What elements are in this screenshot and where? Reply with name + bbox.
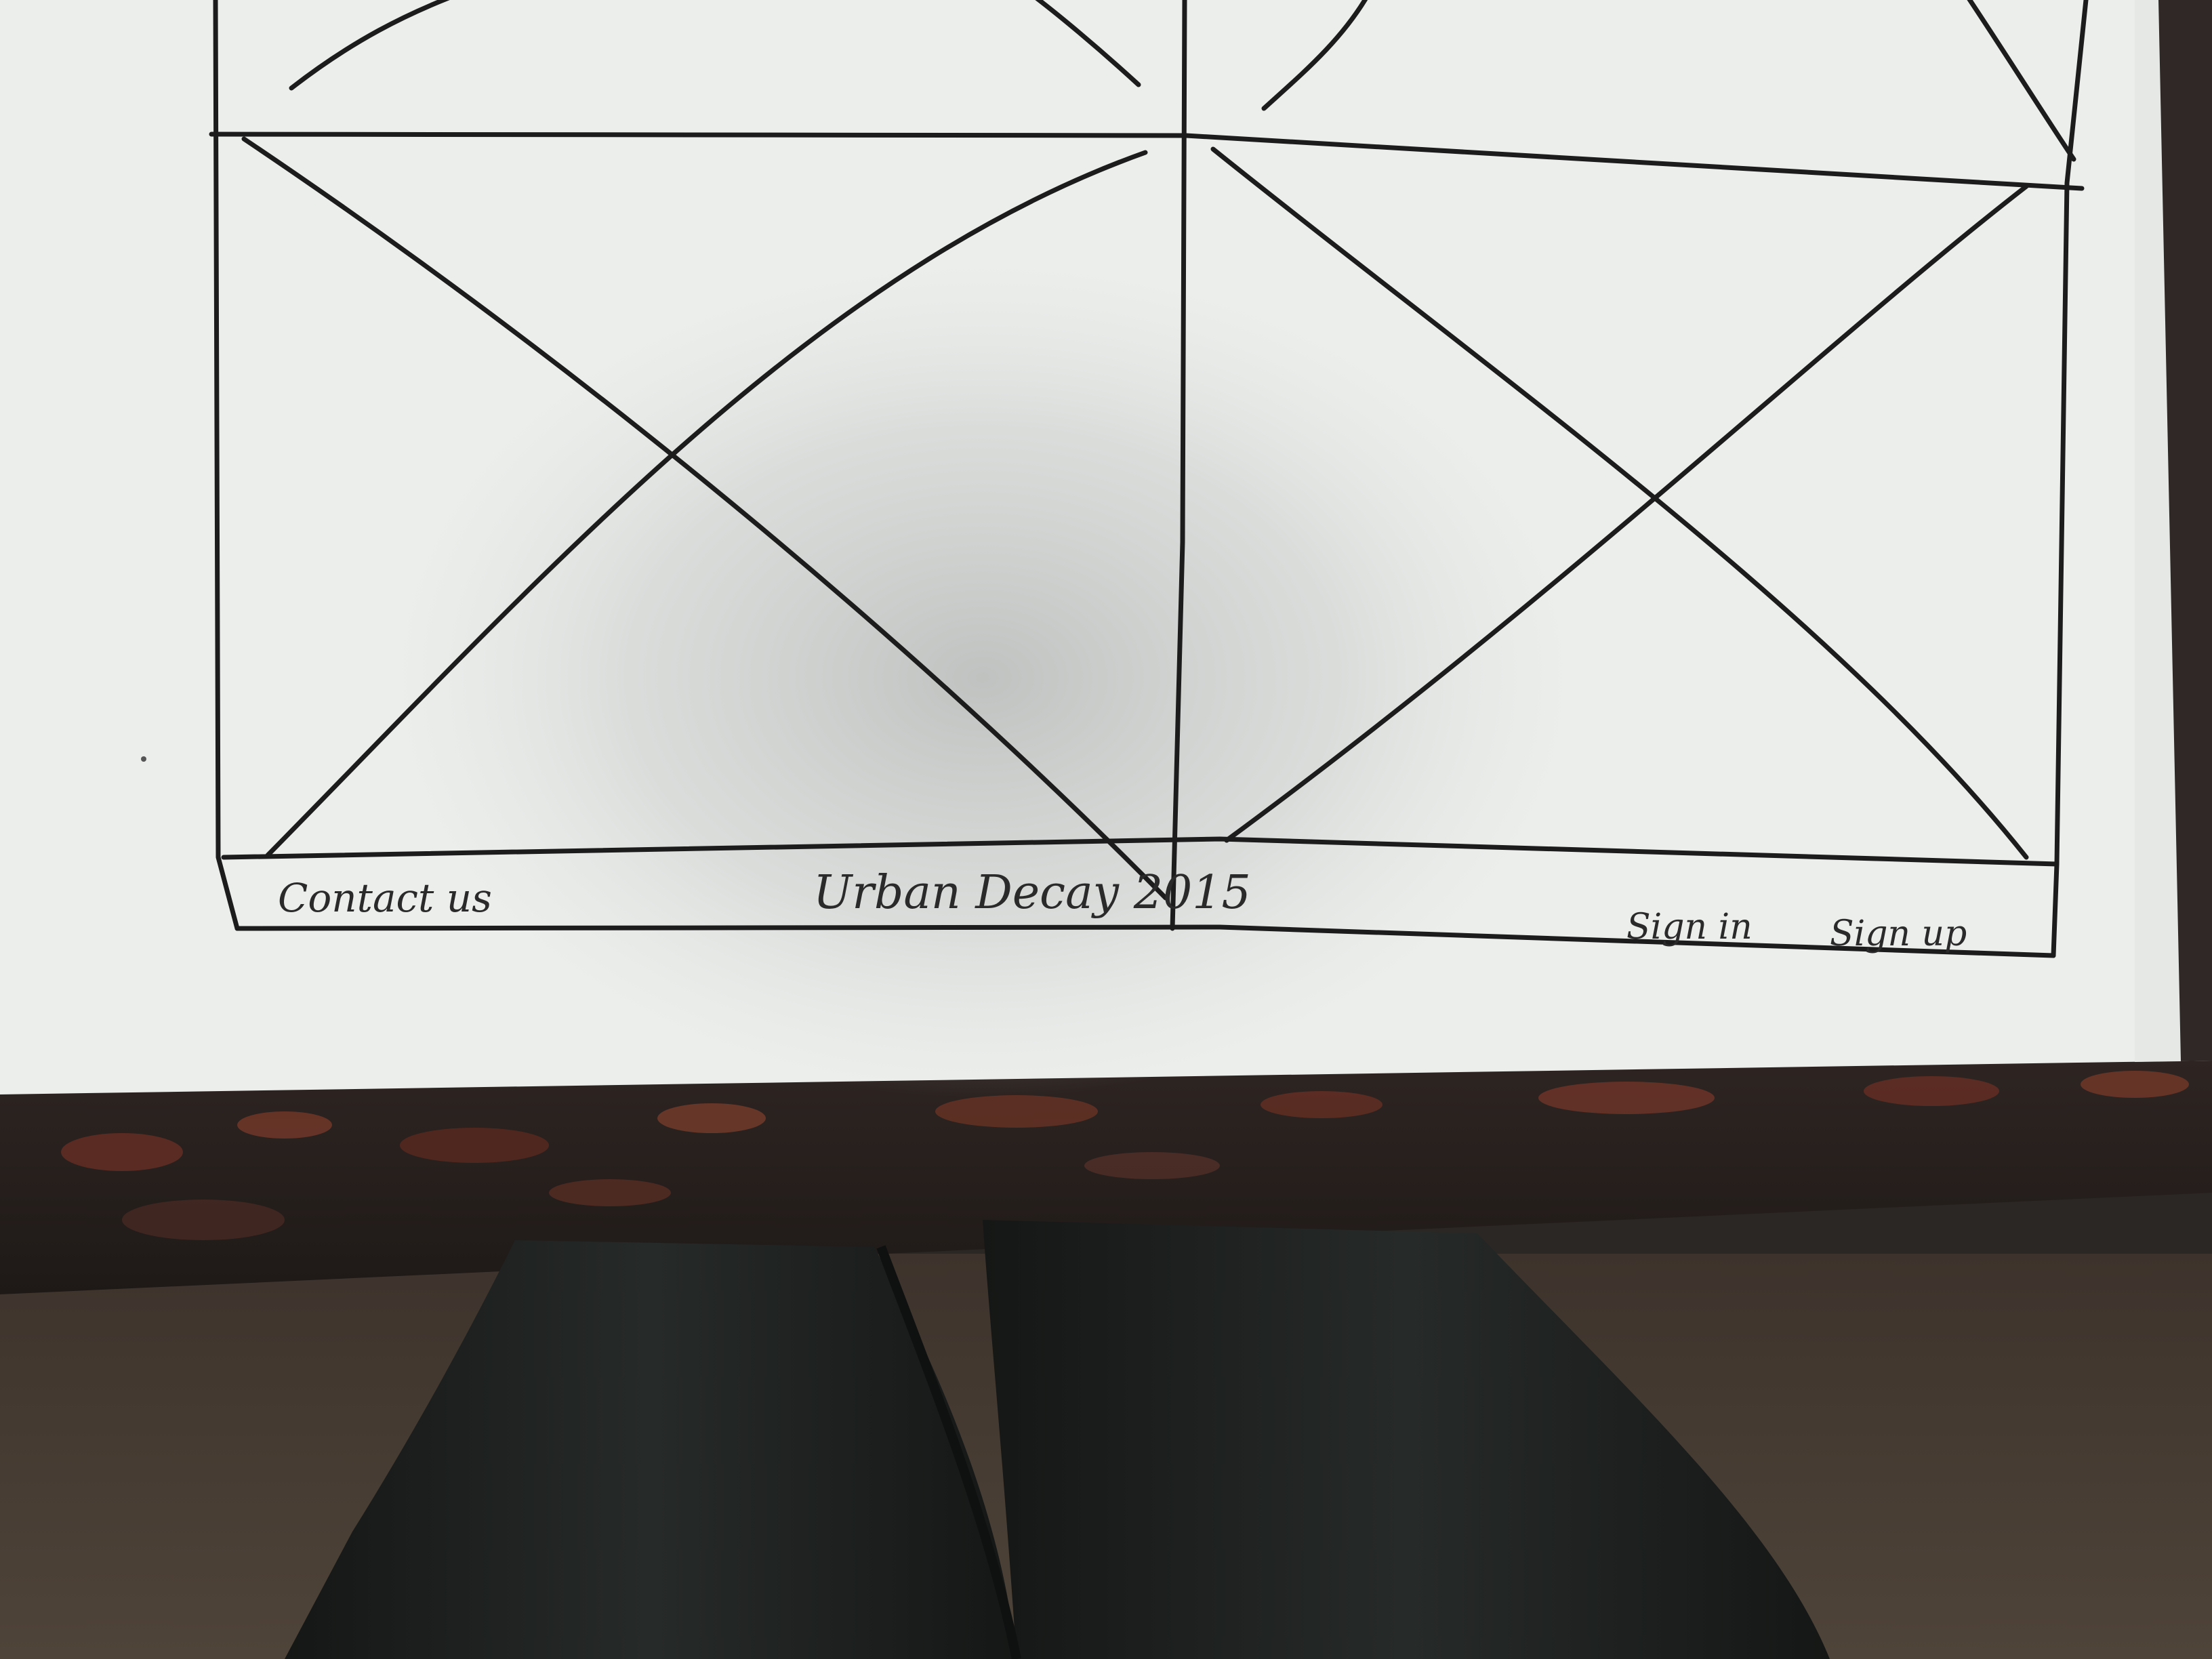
paper-speck bbox=[141, 756, 146, 762]
hand-shadow bbox=[386, 258, 1579, 1098]
footer-signin-label: Sign in bbox=[1626, 907, 1753, 947]
footer-signup-label: Sign up bbox=[1830, 914, 1967, 954]
footer-copyright-label: Urban Decay 2015 bbox=[813, 866, 1251, 920]
footer-contact-label: Contact us bbox=[278, 875, 492, 921]
